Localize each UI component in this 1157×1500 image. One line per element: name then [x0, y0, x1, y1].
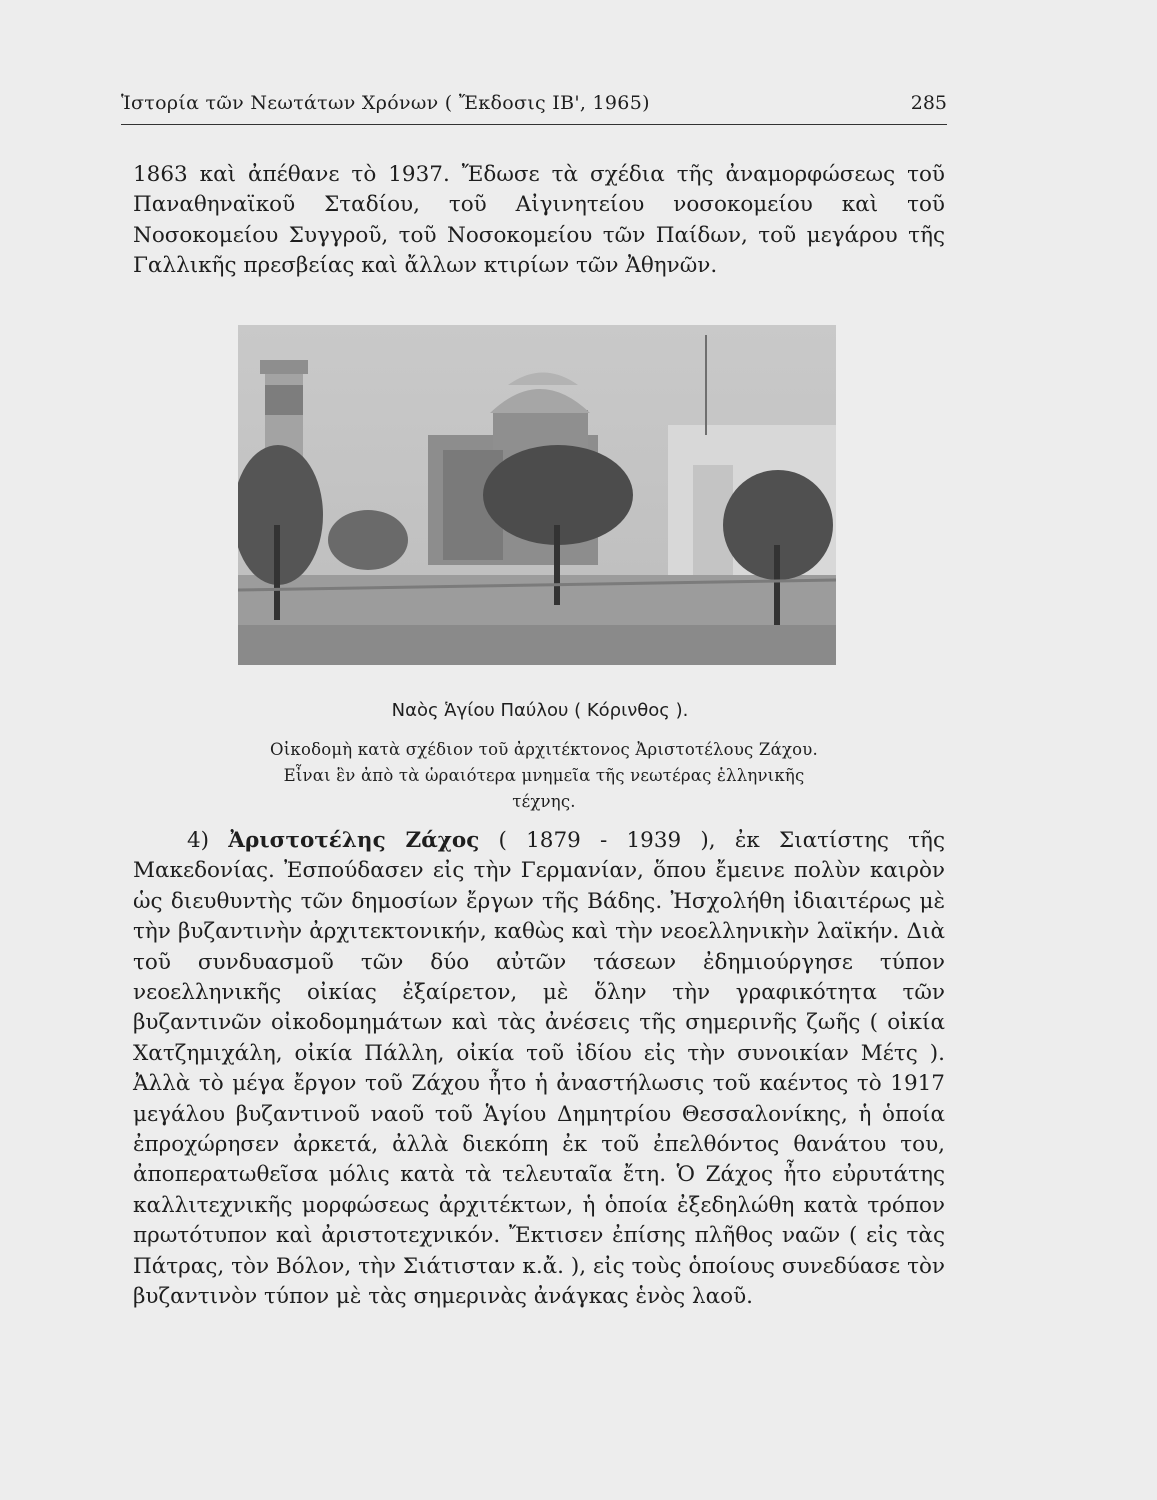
paragraph-zachos-body: ( 1879 - 1939 ), ἐκ Σιατίστης τῆς Μακεδονίας. Ἐσπούδασεν εἰς τὴν Γερμανίαν, ὅπου ἔμεινε πολὺν καιρὸν ὡς διευθυντὴς τῶν δημοσίων ἔργων τῆς Βάδης. Ἠσχολήθη ἰδιαιτέρως μὲ τὴν βυζαντινὴν ἀρχιτεκτονικήν, καθὼς καὶ τὴν νεοελληνικὴν λαϊκήν. Διὰ τοῦ συνδυασμοῦ τῶν δύο αὐτῶν τάσεων ἐδημιούργησε τύπον νεοελληνικῆς οἰκίας ἐξαίρετον, μὲ ὅλην τὴν γραφικότητα τῶν βυζαντινῶν οἰκοδομημάτων καὶ τὰς ἀνέσεις τῆς σημερινῆς ζωῆς ( οἰκία Χατζημιχάλη, οἰκία Πάλλη, οἰκία τοῦ ἰδίου εἰς τὴν συνοικίαν Μέτς ). Ἀλλὰ τὸ μέγα ἔργον τοῦ Ζάχου ἦτο ἡ ἀναστήλωσις τοῦ καέντος τὸ 1917 μεγάλου βυζαντινοῦ ναοῦ τοῦ Ἁγίου Δημητρίου Θεσσαλονίκης, ἡ ὁποία ἐπροχώρησεν ἀρκετά, ἀλλὰ διεκόπη ἐκ τοῦ ἐπελθόντος θανάτου του, ἀποπερατωθεῖσα μόλις κατὰ τὰ τελευταῖα ἔτη. Ὁ Ζάχος ἦτο εὐρυτάτης καλλιτεχνικῆς μορφώσεως ἀρχιτέκτων, ἡ ὁποία ἐξεδηλώθη κατὰ τρόπον πρωτότυπον καὶ ἀριστοτεχνικόν. Ἔκτισεν ἐπίσης πλῆθος ναῶν ( εἰς τὰς Πάτρας, τὸν Βόλον, τὴν Σιάτισταν κ.ἄ. ), εἰς τοὺς ὁποίους συνεδύασε τὸν βυζαντινὸν τύπον μὲ τὰς σημερινὰς ἀνάγκας ἑνὸς λαοῦ. [133, 828, 945, 1310]
figure-caption-text: Οἰκοδομὴ κατὰ σχέδιον τοῦ ἀρχιτέκτονος Ἀριστοτέλους Ζάχου. Εἶναι ἓν ἀπὸ τὰ ὡραιότερα μνημεῖα τῆς νεωτέρας ἑλληνικῆς τέχνης. [270, 740, 818, 811]
figure-caption-title: Ναὸς Ἁγίου Παύλου ( Κόρινθος ). [391, 700, 689, 721]
running-title: Ἱστορία τῶν Νεωτάτων Χρόνων ( Ἔκδοσις ΙΒ', 1965) [121, 92, 650, 114]
church-photo-illustration [238, 325, 836, 665]
running-header [121, 92, 947, 125]
page-number: 285 [910, 92, 947, 114]
paragraph-intro: 1863 καὶ ἀπέθανε τὸ 1937. Ἔδωσε τὰ σχέδια τῆς ἀναμορφώσεως τοῦ Παναθηναϊκοῦ Σταδίου, τοῦ Αἰγινητείου νοσοκομείου καὶ τοῦ Νοσοκομείου Συγγροῦ, τοῦ Νοσοκομείου τῶν Παίδων, τοῦ μεγάρου τῆς Γαλλικῆς πρεσβείας καὶ ἄλλων κτιρίων τῶν Ἀθηνῶν. [133, 162, 945, 279]
paragraph-zachos [133, 826, 945, 1313]
section-number: 4) [187, 828, 210, 853]
person-name: Ἀριστοτέλης Ζάχος [228, 828, 480, 853]
church-photograph [238, 325, 836, 665]
